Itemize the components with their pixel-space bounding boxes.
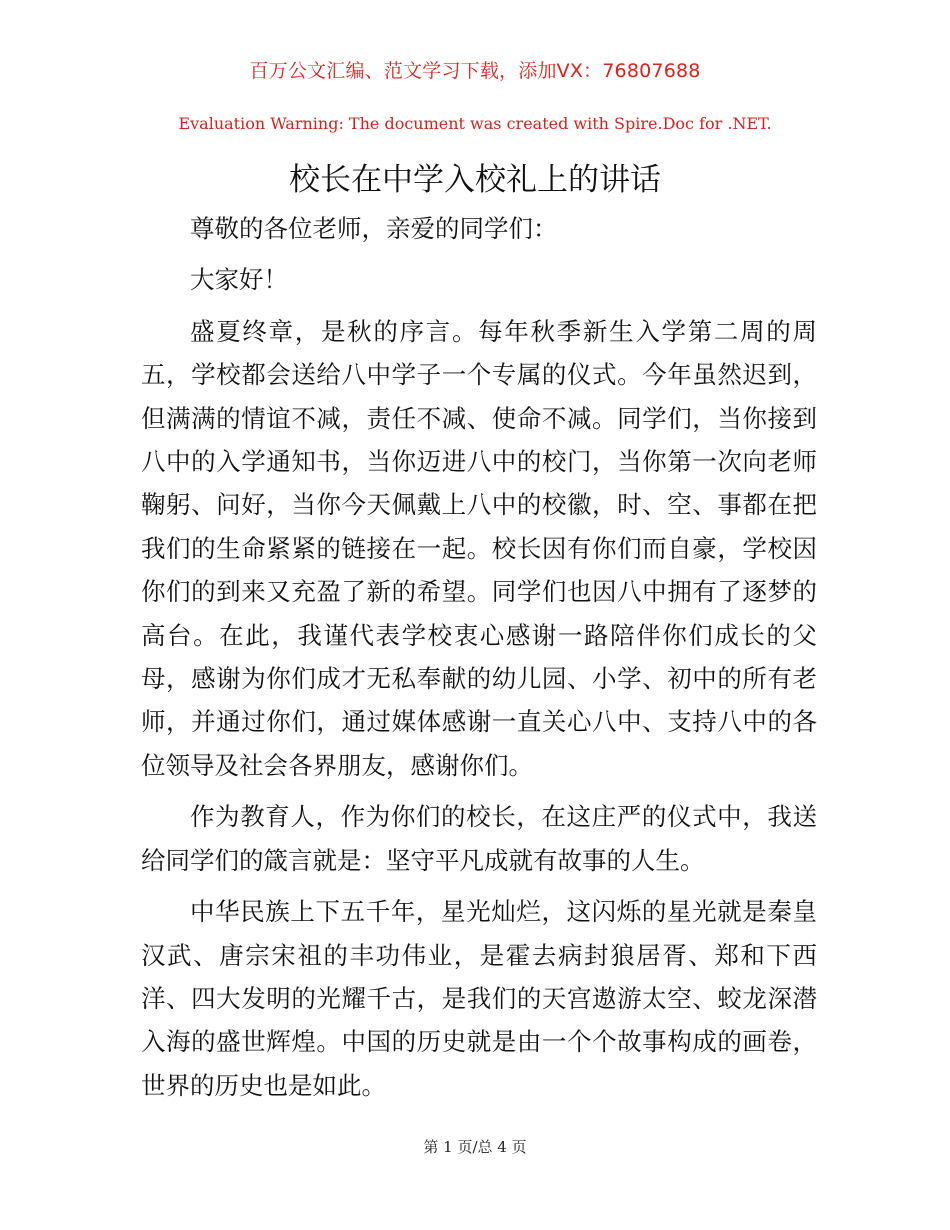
body-paragraph-3: 中华民族上下五千年，星光灿烂，这闪烁的星光就是秦皇汉武、唐宗宋祖的丰功伟业，是霍去病封狼居胥、郑和下西洋、四大发明的光耀千古，是我们的天宫遨游太空、蛟龙深潜入海的盛世辉煌。中国的历史就是由一个个故事构成的画卷，世界的历史也是如此。 [141,897,817,1100]
greeting: 大家好！ [190,265,288,295]
evaluation-warning: Evaluation Warning: The document was created with Spire.Doc for .NET. [178,114,772,133]
header-ad-text: 百万公文汇编、范文学习下载，添加VX：76807688 [249,60,701,82]
document-title: 校长在中学入校礼上的讲话 [289,162,661,198]
page-indicator: 第 1 页/总 4 页 [423,1138,527,1156]
body-paragraph-1: 盛夏终章，是秋的序言。每年秋季新生入学第二周的周五，学校都会送给八中学子一个专属的仪式。今年虽然迟到，但满满的情谊不减，责任不减、使命不减。同学们，当你接到八中的入学通知书，当你迈进八中的校门，当你第一次向老师鞠躬、问好，当你今天佩戴上八中的校徽，时、空、事都在把我们的生命紧紧的链接在一起。校长因有你们而自豪，学校因你们的到来又充盈了新的希望。同学们也因八中拥有了逐梦的高台。在此，我谨代表学校衷心感谢一路陪伴你们成长的父母，感谢为你们成才无私奉献的幼儿园、小学、初中的所有老师，并通过你们，通过媒体感谢一直关心八中、支持八中的各位领导及社会各界朋友，感谢你们。 [141,316,817,780]
salutation: 尊敬的各位老师，亲爱的同学们： [190,214,558,243]
document-body [141,207,817,1115]
body-paragraph-2: 作为教育人，作为你们的校长，在这庄严的仪式中，我送给同学们的箴言就是：坚守平凡成就有故事的人生。 [141,802,817,875]
